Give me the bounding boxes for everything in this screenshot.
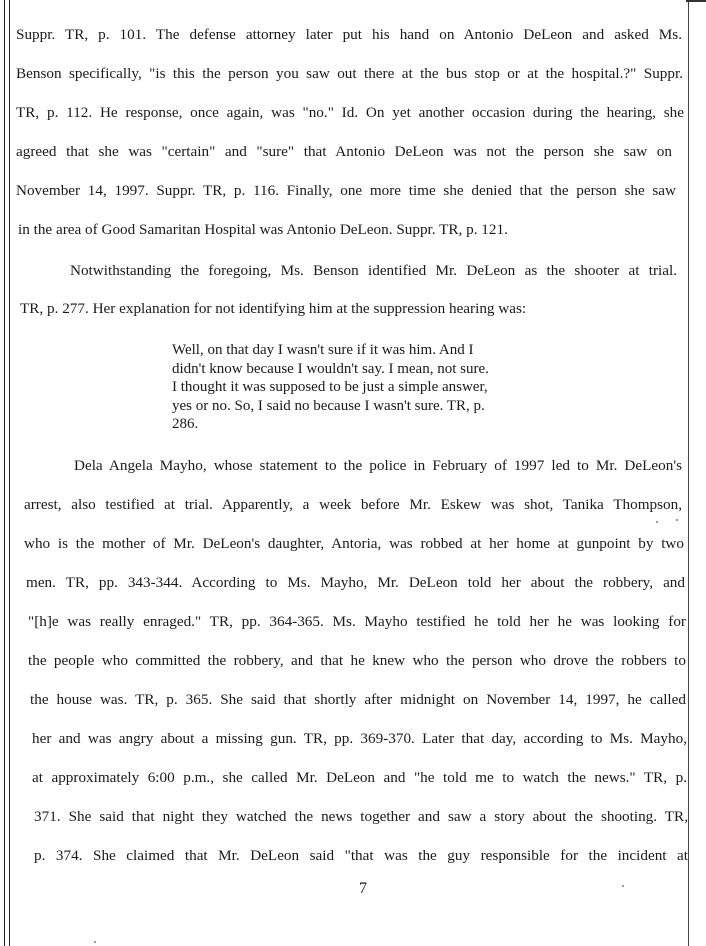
text-line: the people who committed the robbery, and that he knew who the person who drove the robbers to [28,652,686,669]
margin-rule-left-outer [4,0,5,946]
text-line: the house was. TR, p. 365. She said that shortly after midnight on November 14, 1997, he called [30,691,686,708]
text-line: who is the mother of Mr. DeLeon's daughter, Antoria, was robbed at her home at gunpoint by two [24,535,684,552]
scan-speck [622,885,624,887]
scan-edge-mark [686,0,706,2]
margin-rule-left-inner [9,0,10,946]
text-line: Notwithstanding the foregoing, Ms. Benson identified Mr. DeLeon as the shooter at trial. [70,262,677,279]
scan-speck [94,941,96,943]
text-line: 371. She said that night they watched the news together and saw a story about the shooting. TR, [34,808,688,825]
text-line: Dela Angela Mayho, whose statement to the police in February of 1997 led to Mr. DeLeon's [74,457,682,474]
text-line: at approximately 6:00 p.m., she called Mr. DeLeon and "he told me to watch the news." TR, p. [32,769,687,786]
text-line: arrest, also testified at trial. Apparently, a week before Mr. Eskew was shot, Tanika Thompson, [24,496,682,513]
text-line: her and was angry about a missing gun. TR, pp. 369-370. Later that day, according to Ms. Mayho, [32,730,687,747]
text-line: agreed that she was "certain" and "sure" that Antonio DeLeon was not the person she saw on [16,143,672,160]
text-line: November 14, 1997. Suppr. TR, p. 116. Finally, one more time she denied that the person she saw [16,182,676,199]
scan-speck [676,519,678,521]
margin-rule-right [688,0,689,946]
text-line: TR, p. 112. He response, once again, was "no." Id. On yet another occasion during the hearing, she [16,104,684,121]
quote-line: I thought it was supposed to be just a simple answer, [172,379,488,395]
text-line: men. TR, pp. 343-344. According to Ms. Mayho, Mr. DeLeon told her about the robbery, and [26,574,685,591]
text-line: in the area of Good Samaritan Hospital was Antonio DeLeon. Suppr. TR, p. 121. [18,221,508,238]
text-line: Suppr. TR, p. 101. The defense attorney later put his hand on Antonio DeLeon and asked Ms. [16,26,682,43]
text-line: p. 374. She claimed that Mr. DeLeon said "that was the guy responsible for the incident at [34,847,688,864]
page-number: 7 [359,880,367,897]
text-line: Benson specifically, "is this the person you saw out there at the bus stop or at the hospital.?" Suppr. [16,65,683,82]
quote-line: 286. [172,416,199,432]
quote-line: didn't know because I wouldn't say. I mean, not sure. [172,360,489,377]
text-line: TR, p. 277. Her explanation for not identifying him at the suppression hearing was: [20,300,527,317]
quote-line: Well, on that day I wasn't sure if it was him. And I [172,342,474,358]
quote-line: yes or no. So, I said no because I wasn't sure. TR, p. [172,397,485,414]
scan-speck [656,521,658,523]
block-quote [172,341,532,434]
text-line: "[h]e was really enraged." TR, pp. 364-365. Ms. Mayho testified he told her he was looking for [28,613,686,630]
